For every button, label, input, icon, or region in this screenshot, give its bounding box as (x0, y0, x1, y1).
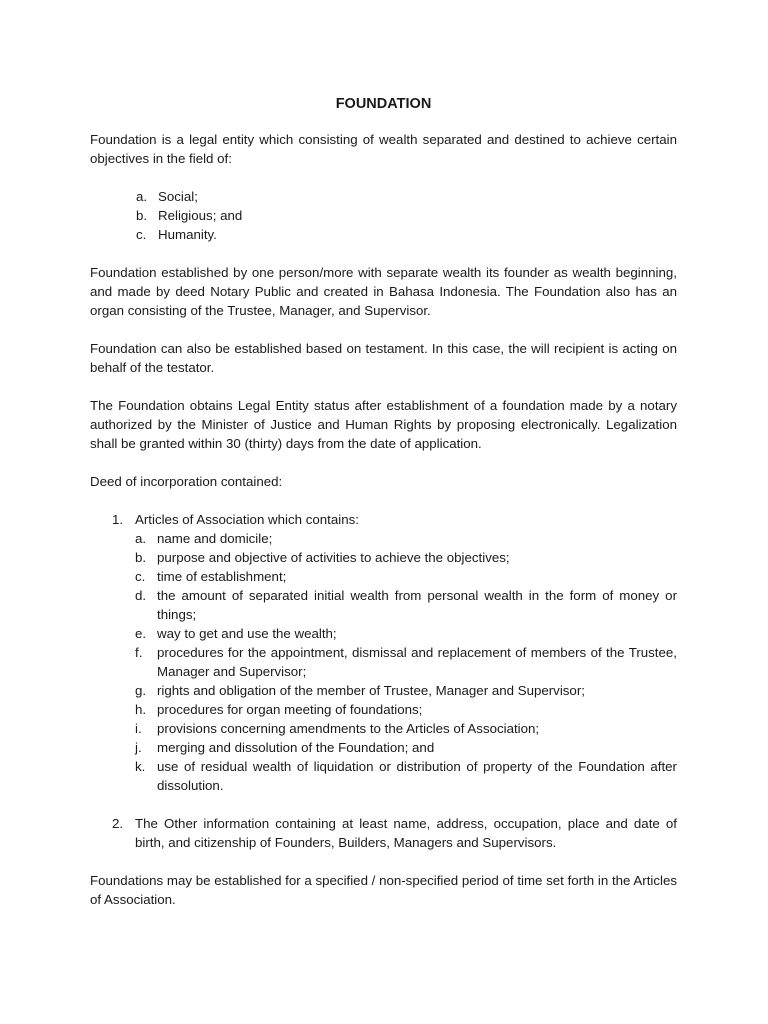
list-item (135, 624, 677, 643)
list-item-text: rights and obligation of the member of Trustee, Manager and Supervisor; (157, 683, 585, 698)
list-item-text: way to get and use the wealth; (157, 626, 337, 641)
list-item-text: use of residual wealth of liquidation or distribution of property of the Foundation after dissolution. (157, 759, 677, 793)
list-item-text: Religious; and (158, 208, 243, 223)
list-item (135, 529, 677, 548)
list-item (136, 187, 677, 206)
testament-paragraph: Foundation can also be established based on testament. In this case, the will recipient is acting on behalf of the testator. (90, 341, 677, 375)
spacer (90, 244, 677, 263)
list-item (135, 643, 677, 681)
list-marker: h. (135, 702, 147, 717)
list-item (135, 738, 677, 757)
spacer (135, 795, 677, 814)
list-marker: j. (135, 740, 142, 755)
list-item-text: the amount of separated initial wealth from personal wealth in the form of money or things; (157, 588, 677, 622)
list-item-text: provisions concerning amendments to the Articles of Association; (157, 721, 540, 736)
list-marker: a. (135, 531, 147, 546)
period-paragraph: Foundations may be established for a specified / non-specified period of time set forth in the Articles of Association. (90, 873, 677, 907)
list-marker: f. (135, 645, 143, 660)
list-item (135, 586, 677, 624)
list-item-text: procedures for the appointment, dismissal and replacement of members of the Trustee, Manager and Supervisor; (157, 645, 677, 679)
list-marker: k. (135, 759, 146, 774)
spacer (90, 491, 677, 510)
list-item (135, 719, 677, 738)
list-item (136, 225, 677, 244)
intro-paragraph: Foundation is a legal entity which consisting of wealth separated and destined to achieve certain objectives in the field of: (90, 132, 677, 166)
deed-item-articles (112, 510, 677, 814)
list-marker: i. (135, 721, 142, 736)
list-item-text: name and domicile; (157, 531, 273, 546)
established-paragraph: Foundation established by one person/more with separate wealth its founder as wealth beginning, and made by deed Notary Public and created in Bahasa Indonesia. The Foundation also has an organ consisting of the Trustee, Manager, and Supervisor. (90, 265, 677, 318)
list-item-text: Social; (158, 189, 198, 204)
page-title: FOUNDATION (335, 96, 432, 112)
list-item (136, 206, 677, 225)
spacer (90, 168, 677, 187)
deed-item-other-information (112, 814, 677, 852)
list-item-text: Articles of Association which contains: (135, 512, 359, 527)
list-marker: e. (135, 626, 147, 641)
list-marker: c. (136, 227, 147, 242)
list-item-text: The Other information containing at least name, address, occupation, place and date of birth, and citizenship of Founders, Builders, Managers and Supervisors. (135, 816, 677, 850)
list-item (135, 548, 677, 567)
deed-list (112, 510, 677, 852)
list-marker: a. (136, 189, 148, 204)
list-item (135, 567, 677, 586)
fields-list (136, 187, 677, 244)
list-item-text: Humanity. (158, 227, 217, 242)
list-marker: g. (135, 683, 147, 698)
list-item-text: procedures for organ meeting of foundations; (157, 702, 423, 717)
list-marker: 2. (112, 816, 124, 831)
spacer (90, 377, 677, 396)
spacer (90, 320, 677, 339)
list-marker: b. (135, 550, 147, 565)
list-item-text: merging and dissolution of the Foundation; and (157, 740, 435, 755)
list-marker: 1. (112, 512, 124, 527)
list-item-text: time of establishment; (157, 569, 287, 584)
deed-heading: Deed of incorporation contained: (90, 474, 283, 489)
spacer (90, 453, 677, 472)
legal-entity-paragraph: The Foundation obtains Legal Entity status after establishment of a foundation made by a notary authorized by the Minister of Justice and Human Rights by proposing electronically. Legalization shall be granted within 30 (thirty) days from the date of application. (90, 398, 677, 451)
document-page (90, 92, 677, 909)
articles-sublist (135, 529, 677, 795)
list-marker: d. (135, 588, 147, 603)
list-marker: b. (136, 208, 148, 223)
list-item (135, 681, 677, 700)
list-item (135, 700, 677, 719)
list-marker: c. (135, 569, 146, 584)
list-item-text: purpose and objective of activities to achieve the objectives; (157, 550, 510, 565)
spacer (90, 852, 677, 871)
list-item (135, 757, 677, 795)
